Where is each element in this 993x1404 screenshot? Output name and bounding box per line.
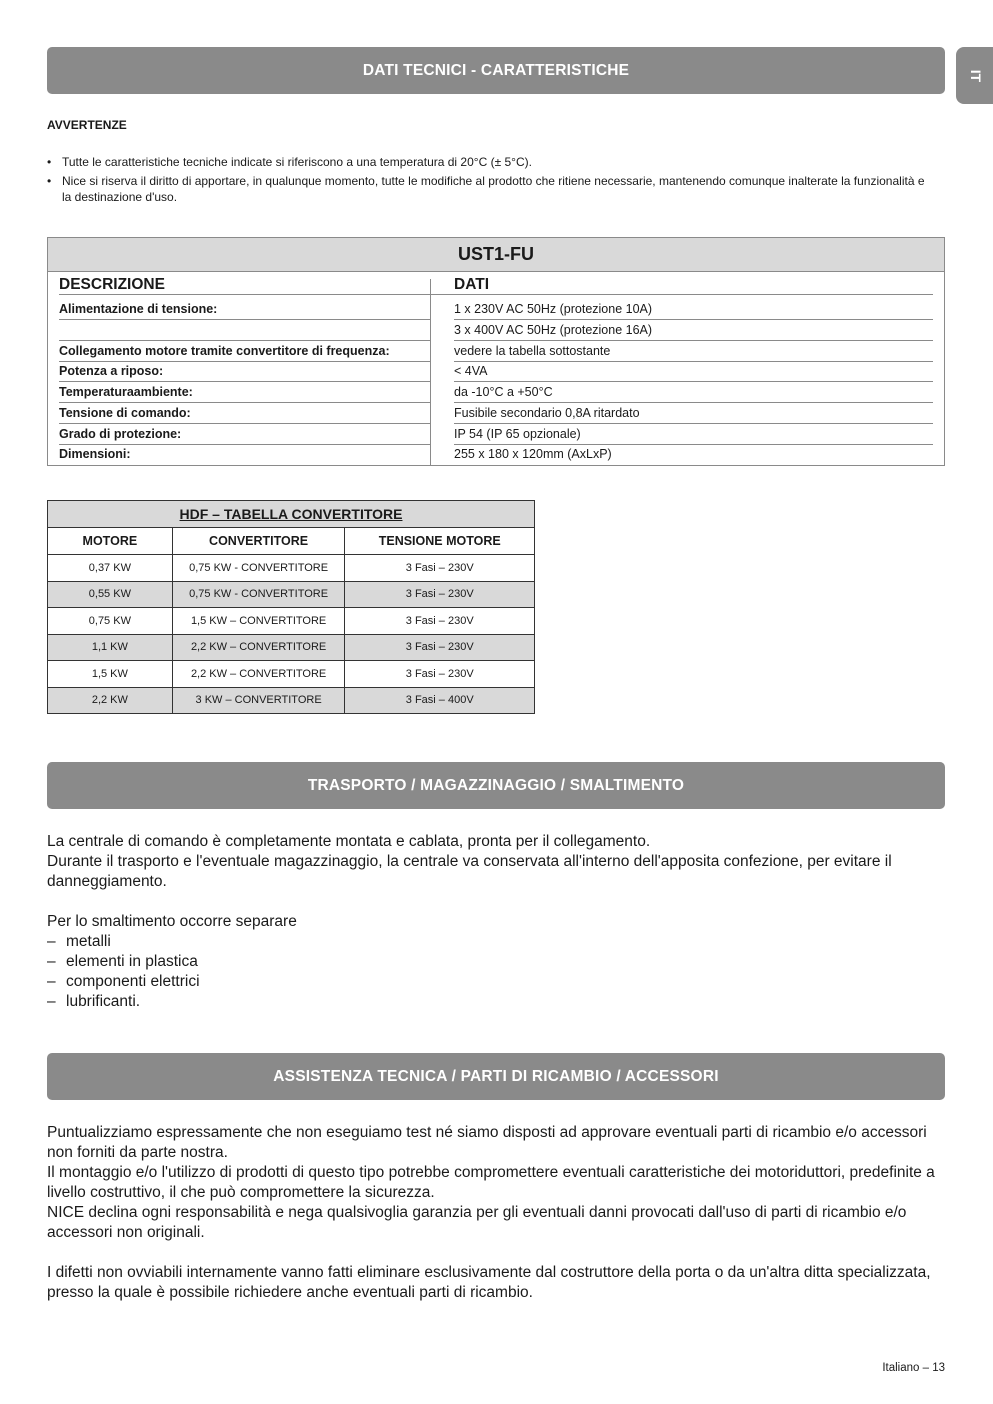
spec-table (47, 237, 945, 466)
paragraph: I difetti non ovviabili internamente vanno fatti eliminare esclusivamente dal costruttore della porta o da un'altra ditta specializzata, presso la quale è possibile richiedere anche eventuali parti di ricambio. (47, 1264, 931, 1301)
paragraph: Il montaggio e/o l'utilizzo di prodotti di questo tipo potrebbe compromettere eventuali caratteristiche dei motoriduttori, predefinite a livello costruttivo, il che può compromettere la sicurezza. (47, 1164, 935, 1201)
converter-table-header (48, 528, 535, 555)
section-heading-transport (47, 762, 945, 809)
spec-label: Potenza a riposo: (59, 361, 431, 382)
section-title: ASSISTENZA TECNICA / PARTI DI RICAMBIO / ACCESSORI (273, 1067, 719, 1085)
col-header-converter: CONVERTITORE (172, 528, 345, 555)
cell-voltage: 3 Fasi – 400V (345, 687, 535, 714)
table-row (48, 661, 535, 688)
warning-item: • Nice si riserva il diritto di apportare, in qualunque momento, tutte le modifiche al prodotto che ritiene necessarie, mantenendo comunque inalterate la funzionalità e la destinazione d'uso. (47, 173, 927, 205)
cell-motor: 0,37 KW (48, 555, 173, 582)
cell-converter: 0,75 KW - CONVERTITORE (172, 555, 345, 582)
list-item: – metalli (47, 932, 945, 952)
converter-table (47, 500, 535, 714)
table-row (48, 687, 535, 714)
section-title: DATI TECNICI - CARATTERISTICHE (362, 61, 630, 79)
col-header-voltage: TENSIONE MOTORE (345, 528, 535, 555)
language-tab-label: IT (967, 69, 984, 82)
cell-voltage: 3 Fasi – 230V (345, 608, 535, 635)
spec-table-title: UST1-FU (48, 238, 944, 272)
spec-value: 3 x 400V AC 50Hz (protezione 16A) (454, 320, 933, 341)
spec-label: Grado di protezione: (59, 424, 431, 445)
table-row (48, 634, 535, 661)
spec-row (59, 403, 933, 423)
cell-motor: 0,55 KW (48, 581, 173, 608)
cell-converter: 0,75 KW - CONVERTITORE (172, 581, 345, 608)
table-row (48, 608, 535, 635)
spec-value: IP 54 (IP 65 opzionale) (454, 424, 933, 445)
cell-voltage: 3 Fasi – 230V (345, 661, 535, 688)
spec-value: < 4VA (454, 361, 933, 382)
page-number: Italiano – 13 (882, 1362, 945, 1374)
spec-row (59, 444, 933, 464)
spec-label: Dimensioni: (59, 447, 131, 461)
col-header-motor: MOTORE (48, 528, 173, 555)
cell-motor: 1,5 KW (48, 661, 173, 688)
spec-label: Tensione di comando: (59, 403, 431, 424)
spec-label: Temperaturaambiente: (59, 382, 431, 403)
list-item: – lubrificanti. (47, 992, 945, 1012)
disposal-list (47, 932, 945, 1012)
warnings-title: AVVERTENZE (47, 118, 127, 132)
section-heading-technical-data (47, 47, 945, 94)
paragraph: Per lo smaltimento occorre separare (47, 913, 297, 930)
cell-motor: 2,2 KW (48, 687, 173, 714)
converter-table-title: HDF – TABELLA CONVERTITORE (48, 501, 535, 528)
spec-row (59, 382, 933, 402)
paragraph: NICE declina ogni responsabilità e nega qualsivoglia garanzia per gli eventuali danni provocati dall'uso di parti di ricambio e/o accessori non originali. (47, 1204, 907, 1241)
section-heading-assistance (47, 1053, 945, 1100)
cell-converter: 2,2 KW – CONVERTITORE (172, 634, 345, 661)
paragraph: La centrale di comando è completamente montata e cablata, pronta per il collegamento. (47, 833, 651, 850)
cell-voltage: 3 Fasi – 230V (345, 555, 535, 582)
cell-voltage: 3 Fasi – 230V (345, 581, 535, 608)
spec-value: vedere la tabella sottostante (454, 341, 933, 362)
table-row (48, 555, 535, 582)
cell-converter: 1,5 KW – CONVERTITORE (172, 608, 345, 635)
spec-value: 255 x 180 x 120mm (AxLxP) (454, 447, 612, 461)
spec-row (59, 320, 933, 340)
paragraph: Puntualizziamo espressamente che non eseguiamo test né siamo disposti ad approvare eventuali parti di ricambio e/o accessori non forniti da parte nostra. (47, 1124, 927, 1161)
spec-label: Collegamento motore tramite convertitore di frequenza: (59, 341, 431, 362)
cell-motor: 0,75 KW (48, 608, 173, 635)
spec-label: Alimentazione di tensione: (59, 299, 431, 320)
spec-value: Fusibile secondario 0,8A ritardato (454, 403, 933, 424)
spec-value: 1 x 230V AC 50Hz (protezione 10A) (454, 299, 933, 320)
spec-label (59, 320, 431, 341)
assistance-text (47, 1123, 945, 1303)
converter-table-caption-row (48, 501, 535, 528)
cell-converter: 2,2 KW – CONVERTITORE (172, 661, 345, 688)
spec-row (59, 341, 933, 361)
spec-col-data: DATI (454, 276, 490, 293)
list-item: – elementi in plastica (47, 952, 945, 972)
spec-value: da -10°C a +50°C (454, 382, 933, 403)
table-row (48, 581, 535, 608)
cell-converter: 3 KW – CONVERTITORE (172, 687, 345, 714)
cell-motor: 1,1 KW (48, 634, 173, 661)
spec-row (59, 299, 933, 319)
transport-text (47, 832, 945, 1012)
spec-row (59, 361, 933, 381)
paragraph: Durante il trasporto e l'eventuale magazzinaggio, la centrale va conservata all'interno dell'apposita confezione, per evitare il danneggiamento. (47, 853, 892, 890)
language-tab[interactable] (956, 47, 993, 104)
warnings-list (47, 154, 927, 208)
list-item: – componenti elettrici (47, 972, 945, 992)
spec-col-description: DESCRIZIONE (59, 276, 165, 293)
spec-row (59, 424, 933, 444)
section-title: TRASPORTO / MAGAZZINAGGIO / SMALTIMENTO (307, 776, 685, 794)
cell-voltage: 3 Fasi – 230V (345, 634, 535, 661)
spec-table-header (59, 276, 933, 295)
warning-item: • Tutte le caratteristiche tecniche indicate si riferiscono a una temperatura di 20°C (± 5°C). (47, 154, 927, 170)
